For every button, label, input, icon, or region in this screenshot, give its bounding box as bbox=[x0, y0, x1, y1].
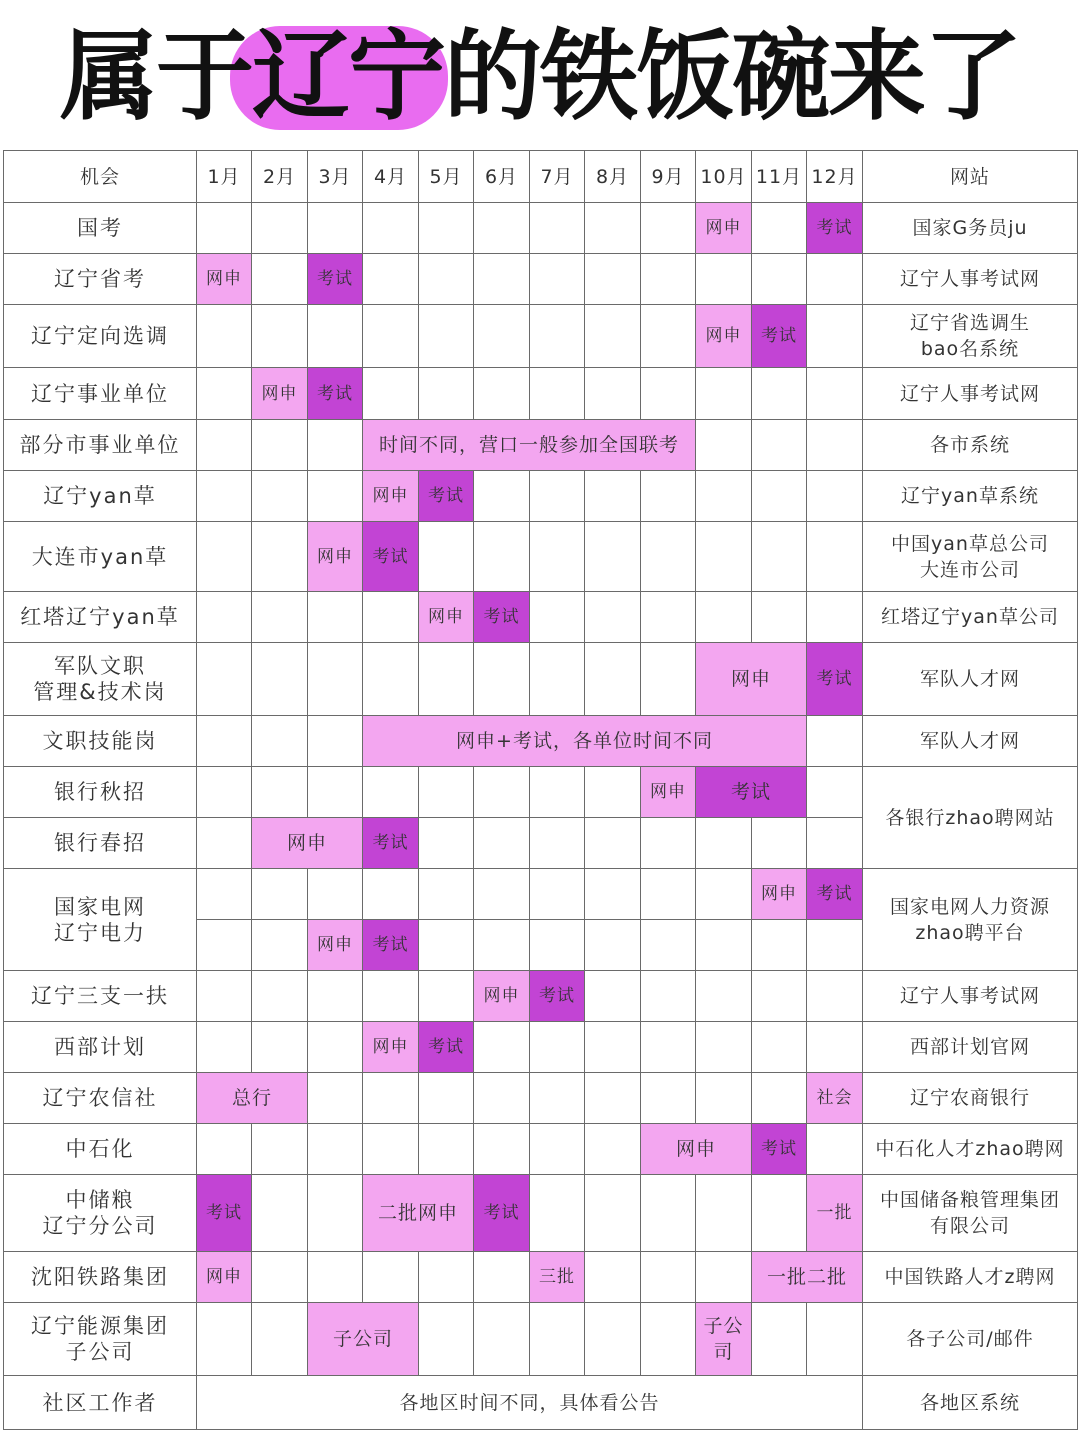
exam-cell: 考试 bbox=[530, 971, 585, 1022]
row-label: 西部计划 bbox=[4, 1022, 197, 1073]
exam-cell: 考试 bbox=[197, 1175, 252, 1252]
site-line: 中国yan草总公司 bbox=[891, 532, 1049, 555]
row-label bbox=[4, 869, 197, 971]
row-label: 中石化 bbox=[4, 1124, 197, 1175]
row-label-line: 中储粮 bbox=[65, 1188, 135, 1212]
site-cell: 辽宁yan草系统 bbox=[863, 471, 1078, 522]
row-label-line: 子公司 bbox=[65, 1340, 135, 1364]
header-month: 2月 bbox=[252, 151, 308, 203]
apply-cell: 网申 bbox=[474, 971, 530, 1022]
site-cell bbox=[863, 869, 1078, 971]
site-cell: 军队人才网 bbox=[863, 643, 1078, 716]
site-line: 辽宁省选调生 bbox=[909, 312, 1030, 334]
exam-cell: 考试 bbox=[807, 643, 863, 716]
apply-cell: 网申 bbox=[363, 1022, 419, 1073]
period-cell: 子公司 bbox=[308, 1303, 419, 1376]
table-row bbox=[4, 203, 1078, 254]
table-row bbox=[4, 1376, 1078, 1430]
row-label: 银行秋招 bbox=[4, 767, 197, 818]
table-row bbox=[4, 592, 1078, 643]
table-row bbox=[4, 1073, 1078, 1124]
exam-cell: 考试 bbox=[807, 203, 863, 254]
table-row bbox=[4, 1252, 1078, 1303]
span-note-cell: 时间不同，营口一般参加全国联考 bbox=[363, 420, 696, 471]
apply-cell: 网申 bbox=[197, 1252, 252, 1303]
apply-cell: 网申 bbox=[696, 643, 807, 716]
header-site: 网站 bbox=[863, 151, 1078, 203]
period-line: 子公 bbox=[703, 1315, 744, 1337]
apply-cell: 网申 bbox=[696, 305, 752, 368]
exam-cell: 考试 bbox=[474, 592, 530, 643]
row-label-line: 军队文职 bbox=[54, 654, 146, 678]
exam-cell: 考试 bbox=[363, 920, 419, 971]
exam-cell: 考试 bbox=[807, 869, 863, 920]
exam-cell: 考试 bbox=[419, 471, 474, 522]
table-row bbox=[4, 1175, 1078, 1252]
site-cell bbox=[863, 522, 1078, 592]
apply-cell: 二批网申 bbox=[363, 1175, 474, 1252]
exam-cell: 考试 bbox=[474, 1175, 530, 1252]
header-row bbox=[4, 151, 1078, 203]
row-label-line: 辽宁电力 bbox=[54, 920, 146, 945]
row-label: 辽宁事业单位 bbox=[4, 368, 197, 420]
table-row bbox=[4, 522, 1078, 592]
table-row bbox=[4, 471, 1078, 522]
table-row bbox=[4, 420, 1078, 471]
period-cell: 三批 bbox=[530, 1252, 585, 1303]
header-month: 12月 bbox=[807, 151, 863, 203]
period-cell: 一批二批 bbox=[752, 1252, 863, 1303]
row-label bbox=[4, 643, 197, 716]
header-month: 11月 bbox=[752, 151, 807, 203]
header-month: 1月 bbox=[197, 151, 252, 203]
site-cell: 辽宁农商银行 bbox=[863, 1073, 1078, 1124]
apply-cell: 网申 bbox=[641, 767, 696, 818]
header-month: 3月 bbox=[308, 151, 363, 203]
table-row bbox=[4, 643, 1078, 716]
site-line: 大连市公司 bbox=[919, 558, 1020, 581]
row-label: 国考 bbox=[4, 203, 197, 254]
site-line: zhao聘平台 bbox=[915, 921, 1025, 944]
header-month: 6月 bbox=[474, 151, 530, 203]
row-label-line: 管理&技术岗 bbox=[33, 680, 167, 704]
exam-cell: 考试 bbox=[419, 1022, 474, 1073]
row-label: 文职技能岗 bbox=[4, 716, 197, 767]
span-note-cell: 网申+考试，各单位时间不同 bbox=[363, 716, 807, 767]
site-cell bbox=[863, 305, 1078, 368]
page-title: 属于辽宁的铁饭碗来了 bbox=[59, 20, 1020, 134]
title-area bbox=[0, 0, 1080, 150]
row-label: 辽宁yan草 bbox=[4, 471, 197, 522]
table-row bbox=[4, 971, 1078, 1022]
table-row bbox=[4, 869, 1078, 920]
site-line: 国家电网人力资源 bbox=[889, 895, 1050, 918]
row-label: 辽宁三支一扶 bbox=[4, 971, 197, 1022]
row-label bbox=[4, 1303, 197, 1376]
site-cell: 西部计划官网 bbox=[863, 1022, 1078, 1073]
row-label: 部分市事业单位 bbox=[4, 420, 197, 471]
apply-cell: 网申 bbox=[252, 368, 308, 420]
row-label-line: 辽宁分公司 bbox=[42, 1214, 158, 1238]
period-cell bbox=[696, 1303, 752, 1376]
site-cell: 中国铁路人才z聘网 bbox=[863, 1252, 1078, 1303]
exam-cell: 考试 bbox=[363, 818, 419, 869]
row-label: 社区工作者 bbox=[4, 1376, 197, 1430]
header-month: 5月 bbox=[419, 151, 474, 203]
site-line: 中国储备粮管理集团 bbox=[879, 1189, 1060, 1211]
site-cell: 辽宁人事考试网 bbox=[863, 254, 1078, 305]
period-cell: 一批 bbox=[807, 1175, 863, 1252]
apply-cell: 网申 bbox=[641, 1124, 752, 1175]
exam-cell: 考试 bbox=[308, 254, 363, 305]
table-row bbox=[4, 254, 1078, 305]
site-cell: 各银行zhao聘网站 bbox=[863, 767, 1078, 869]
row-label: 红塔辽宁yan草 bbox=[4, 592, 197, 643]
apply-cell: 网申 bbox=[252, 818, 363, 869]
header-month: 9月 bbox=[641, 151, 696, 203]
apply-cell: 网申 bbox=[197, 254, 252, 305]
site-line: 有限公司 bbox=[929, 1215, 1010, 1237]
span-note-cell: 各地区时间不同，具体看公告 bbox=[197, 1376, 863, 1430]
row-label: 沈阳铁路集团 bbox=[4, 1252, 197, 1303]
period-line: 司 bbox=[713, 1341, 734, 1363]
header-month: 8月 bbox=[585, 151, 641, 203]
apply-cell: 网申 bbox=[419, 592, 474, 643]
exam-cell: 考试 bbox=[363, 522, 419, 592]
apply-cell: 网申 bbox=[696, 203, 752, 254]
table-row bbox=[4, 767, 1078, 818]
exam-cell: 考试 bbox=[752, 305, 807, 368]
site-line: bao名系统 bbox=[920, 338, 1020, 360]
site-cell: 辽宁人事考试网 bbox=[863, 971, 1078, 1022]
header-month: 7月 bbox=[530, 151, 585, 203]
table-row bbox=[4, 1124, 1078, 1175]
row-label: 银行春招 bbox=[4, 818, 197, 869]
site-cell: 各地区系统 bbox=[863, 1376, 1078, 1430]
row-label: 辽宁农信社 bbox=[4, 1073, 197, 1124]
row-label-line: 国家电网 bbox=[54, 894, 146, 919]
site-cell: 红塔辽宁yan草公司 bbox=[863, 592, 1078, 643]
table-row bbox=[4, 1022, 1078, 1073]
schedule-table bbox=[3, 150, 1078, 1430]
site-cell bbox=[863, 1175, 1078, 1252]
apply-cell: 网申 bbox=[752, 869, 807, 920]
row-label bbox=[4, 1175, 197, 1252]
site-cell: 中石化人才zhao聘网 bbox=[863, 1124, 1078, 1175]
exam-cell: 考试 bbox=[308, 368, 363, 420]
site-cell: 各市系统 bbox=[863, 420, 1078, 471]
site-cell: 国家G务员ju bbox=[863, 203, 1078, 254]
site-cell: 辽宁人事考试网 bbox=[863, 368, 1078, 420]
apply-cell: 网申 bbox=[363, 471, 419, 522]
header-month: 10月 bbox=[696, 151, 752, 203]
table-row bbox=[4, 716, 1078, 767]
row-label: 辽宁定向选调 bbox=[4, 305, 197, 368]
table-row bbox=[4, 1303, 1078, 1376]
site-cell: 各子公司/邮件 bbox=[863, 1303, 1078, 1376]
row-label-line: 辽宁能源集团 bbox=[31, 1314, 169, 1338]
apply-cell: 网申 bbox=[308, 920, 363, 971]
header-opportunity: 机会 bbox=[4, 151, 197, 203]
table-row bbox=[4, 305, 1078, 368]
period-cell: 总行 bbox=[197, 1073, 308, 1124]
period-cell: 社会 bbox=[807, 1073, 863, 1124]
row-label: 辽宁省考 bbox=[4, 254, 197, 305]
exam-cell: 考试 bbox=[696, 767, 807, 818]
site-cell: 军队人才网 bbox=[863, 716, 1078, 767]
apply-cell: 网申 bbox=[308, 522, 363, 592]
exam-cell: 考试 bbox=[752, 1124, 807, 1175]
table-row bbox=[4, 368, 1078, 420]
row-label: 大连市yan草 bbox=[4, 522, 197, 592]
header-month: 4月 bbox=[363, 151, 419, 203]
